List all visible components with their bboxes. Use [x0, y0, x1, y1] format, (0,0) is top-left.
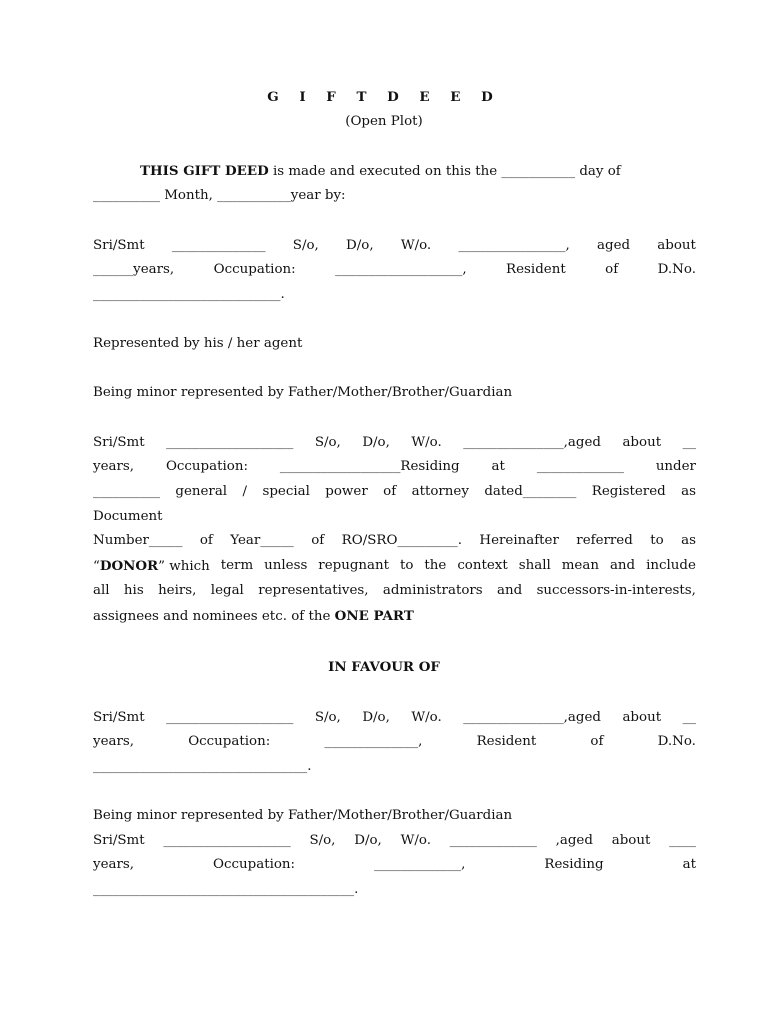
document-title: G I F T D E E D [267, 89, 501, 105]
word: the [424, 558, 447, 573]
blank: __ [682, 435, 696, 450]
word: D/o, [354, 833, 382, 848]
blank: dated________ [484, 484, 577, 499]
word: D.No. [657, 262, 696, 277]
word: D/o, [362, 435, 390, 450]
word: years, [93, 857, 135, 872]
word: general [175, 484, 228, 499]
word: W/o. [411, 710, 442, 725]
blank: _______________,aged [463, 710, 601, 725]
blank: ___________________ [166, 435, 294, 450]
word: W/o. [400, 833, 431, 848]
guardian-line-2 [93, 856, 696, 874]
word: heirs, [158, 583, 197, 598]
word: about [622, 435, 662, 450]
one-part-bold: ONE PART [334, 608, 414, 624]
word: under [655, 459, 696, 474]
word: unless [264, 558, 308, 573]
agent-line-3 [93, 483, 696, 501]
donor-line-1 [93, 237, 696, 255]
agent-line-4: Document [93, 509, 163, 524]
donor-bold: DONOR [99, 558, 159, 574]
blank: _____________, [374, 857, 466, 872]
agent-line-6 [93, 557, 696, 575]
intro-line-2: __________ Month, ___________year by: [93, 188, 346, 203]
word: D/o, [346, 238, 374, 253]
word: W/o. [400, 238, 432, 253]
word: W/o. [411, 435, 442, 450]
word: Occupation: [213, 857, 296, 872]
blank: ______________ [171, 238, 266, 253]
blank: ___________________ [163, 833, 291, 848]
word: term [220, 558, 254, 573]
agent-line-7 [93, 582, 696, 600]
word: Occupation: [165, 459, 248, 474]
word: and [609, 558, 636, 573]
word: Residing [544, 857, 604, 872]
blank: ___________________, [335, 262, 467, 277]
word: ” which [158, 559, 210, 574]
blank: __ [682, 710, 696, 725]
word: about [611, 833, 651, 848]
blank: Year_____ [230, 533, 294, 548]
blank: ____ [669, 833, 696, 848]
intro-line-1 [140, 162, 696, 180]
word: his [123, 583, 144, 598]
word: Occupation: [213, 262, 296, 277]
agent-line-8 [93, 607, 696, 625]
word: Registered [591, 484, 666, 499]
word: S/o, [314, 435, 341, 450]
blank: __________________Residing [279, 459, 460, 474]
intro-bold: THIS GIFT DEED [140, 163, 269, 179]
word: at [491, 459, 505, 474]
blank: _____________ [536, 459, 624, 474]
word: representatives, [258, 583, 369, 598]
word: as [681, 533, 696, 548]
word: / [242, 484, 248, 499]
agent-line-1 [93, 434, 696, 452]
donee-line-3: ________________________________. [93, 759, 312, 774]
agent-line-5 [93, 532, 696, 550]
word: years, [93, 734, 135, 749]
document-subtitle: (Open Plot) [345, 114, 423, 129]
word: Sri/Smt [93, 238, 145, 253]
blank: ______________, [324, 734, 423, 749]
blank: __________ [93, 484, 160, 499]
word: aged [597, 238, 631, 253]
word: to [399, 558, 414, 573]
word: special [262, 484, 310, 499]
word: mean [561, 558, 599, 573]
word: referred [576, 533, 633, 548]
word: of [383, 484, 397, 499]
word: of [605, 262, 619, 277]
word: context [457, 558, 508, 573]
word: as [681, 484, 696, 499]
guardian-line-3: _______________________________________. [93, 882, 359, 897]
word: Resident [476, 734, 537, 749]
word: and [497, 583, 523, 598]
word: D/o, [362, 710, 390, 725]
word: Hereinafter [479, 533, 559, 548]
word: Resident [506, 262, 566, 277]
word: Sri/Smt [93, 435, 145, 450]
minor-line-1: Being minor represented by Father/Mother/Brother/Guardian [93, 385, 513, 400]
donee-line-2 [93, 733, 696, 751]
in-favour-of-text: IN FAVOUR OF [328, 659, 440, 675]
word: of [311, 533, 325, 548]
word: successors-in-interests, [536, 583, 696, 598]
quote-open: “ [93, 559, 100, 574]
word: Sri/Smt [93, 710, 145, 725]
in-favour-of-heading [0, 658, 768, 676]
word: ,aged [555, 833, 593, 848]
word: ______years, [93, 262, 175, 277]
word: at [682, 857, 696, 872]
word: shall [518, 558, 551, 573]
blank: ________________, [458, 238, 570, 253]
blank: _____________ [449, 833, 537, 848]
word: include [646, 558, 696, 573]
word: S/o, [309, 833, 336, 848]
blank: ___________________ [166, 710, 294, 725]
guardian-line-1 [93, 832, 696, 850]
one-part-lead: assignees and nominees etc. of the [93, 609, 335, 624]
word: Occupation: [188, 734, 271, 749]
word: to [650, 533, 664, 548]
word: of [590, 734, 604, 749]
word: administrators [382, 583, 483, 598]
minor-line-2: Being minor represented by Father/Mother/Brother/Guardian [93, 808, 513, 823]
word: repugnant [318, 558, 390, 573]
agent-line: Represented by his / her agent [93, 336, 303, 351]
blank: Number_____ [93, 533, 183, 548]
word: about [622, 710, 662, 725]
word: Sri/Smt [93, 833, 145, 848]
word: about [657, 238, 696, 253]
word: S/o, [314, 710, 341, 725]
word: years, [93, 459, 135, 474]
agent-line-2 [93, 458, 696, 476]
donor-line-2 [93, 261, 696, 279]
word: attorney [411, 484, 469, 499]
word: D.No. [657, 734, 696, 749]
donor-term [93, 557, 210, 575]
word: S/o, [292, 238, 319, 253]
blank: RO/SRO_________. [341, 533, 462, 548]
word: of [199, 533, 213, 548]
word: power [325, 484, 368, 499]
word: legal [210, 583, 244, 598]
word: all [93, 583, 110, 598]
donee-line-1 [93, 709, 696, 727]
donor-line-3: ____________________________. [93, 287, 285, 302]
blank: _______________,aged [463, 435, 601, 450]
intro-rest: is made and executed on this the ___________ day of [268, 164, 621, 179]
